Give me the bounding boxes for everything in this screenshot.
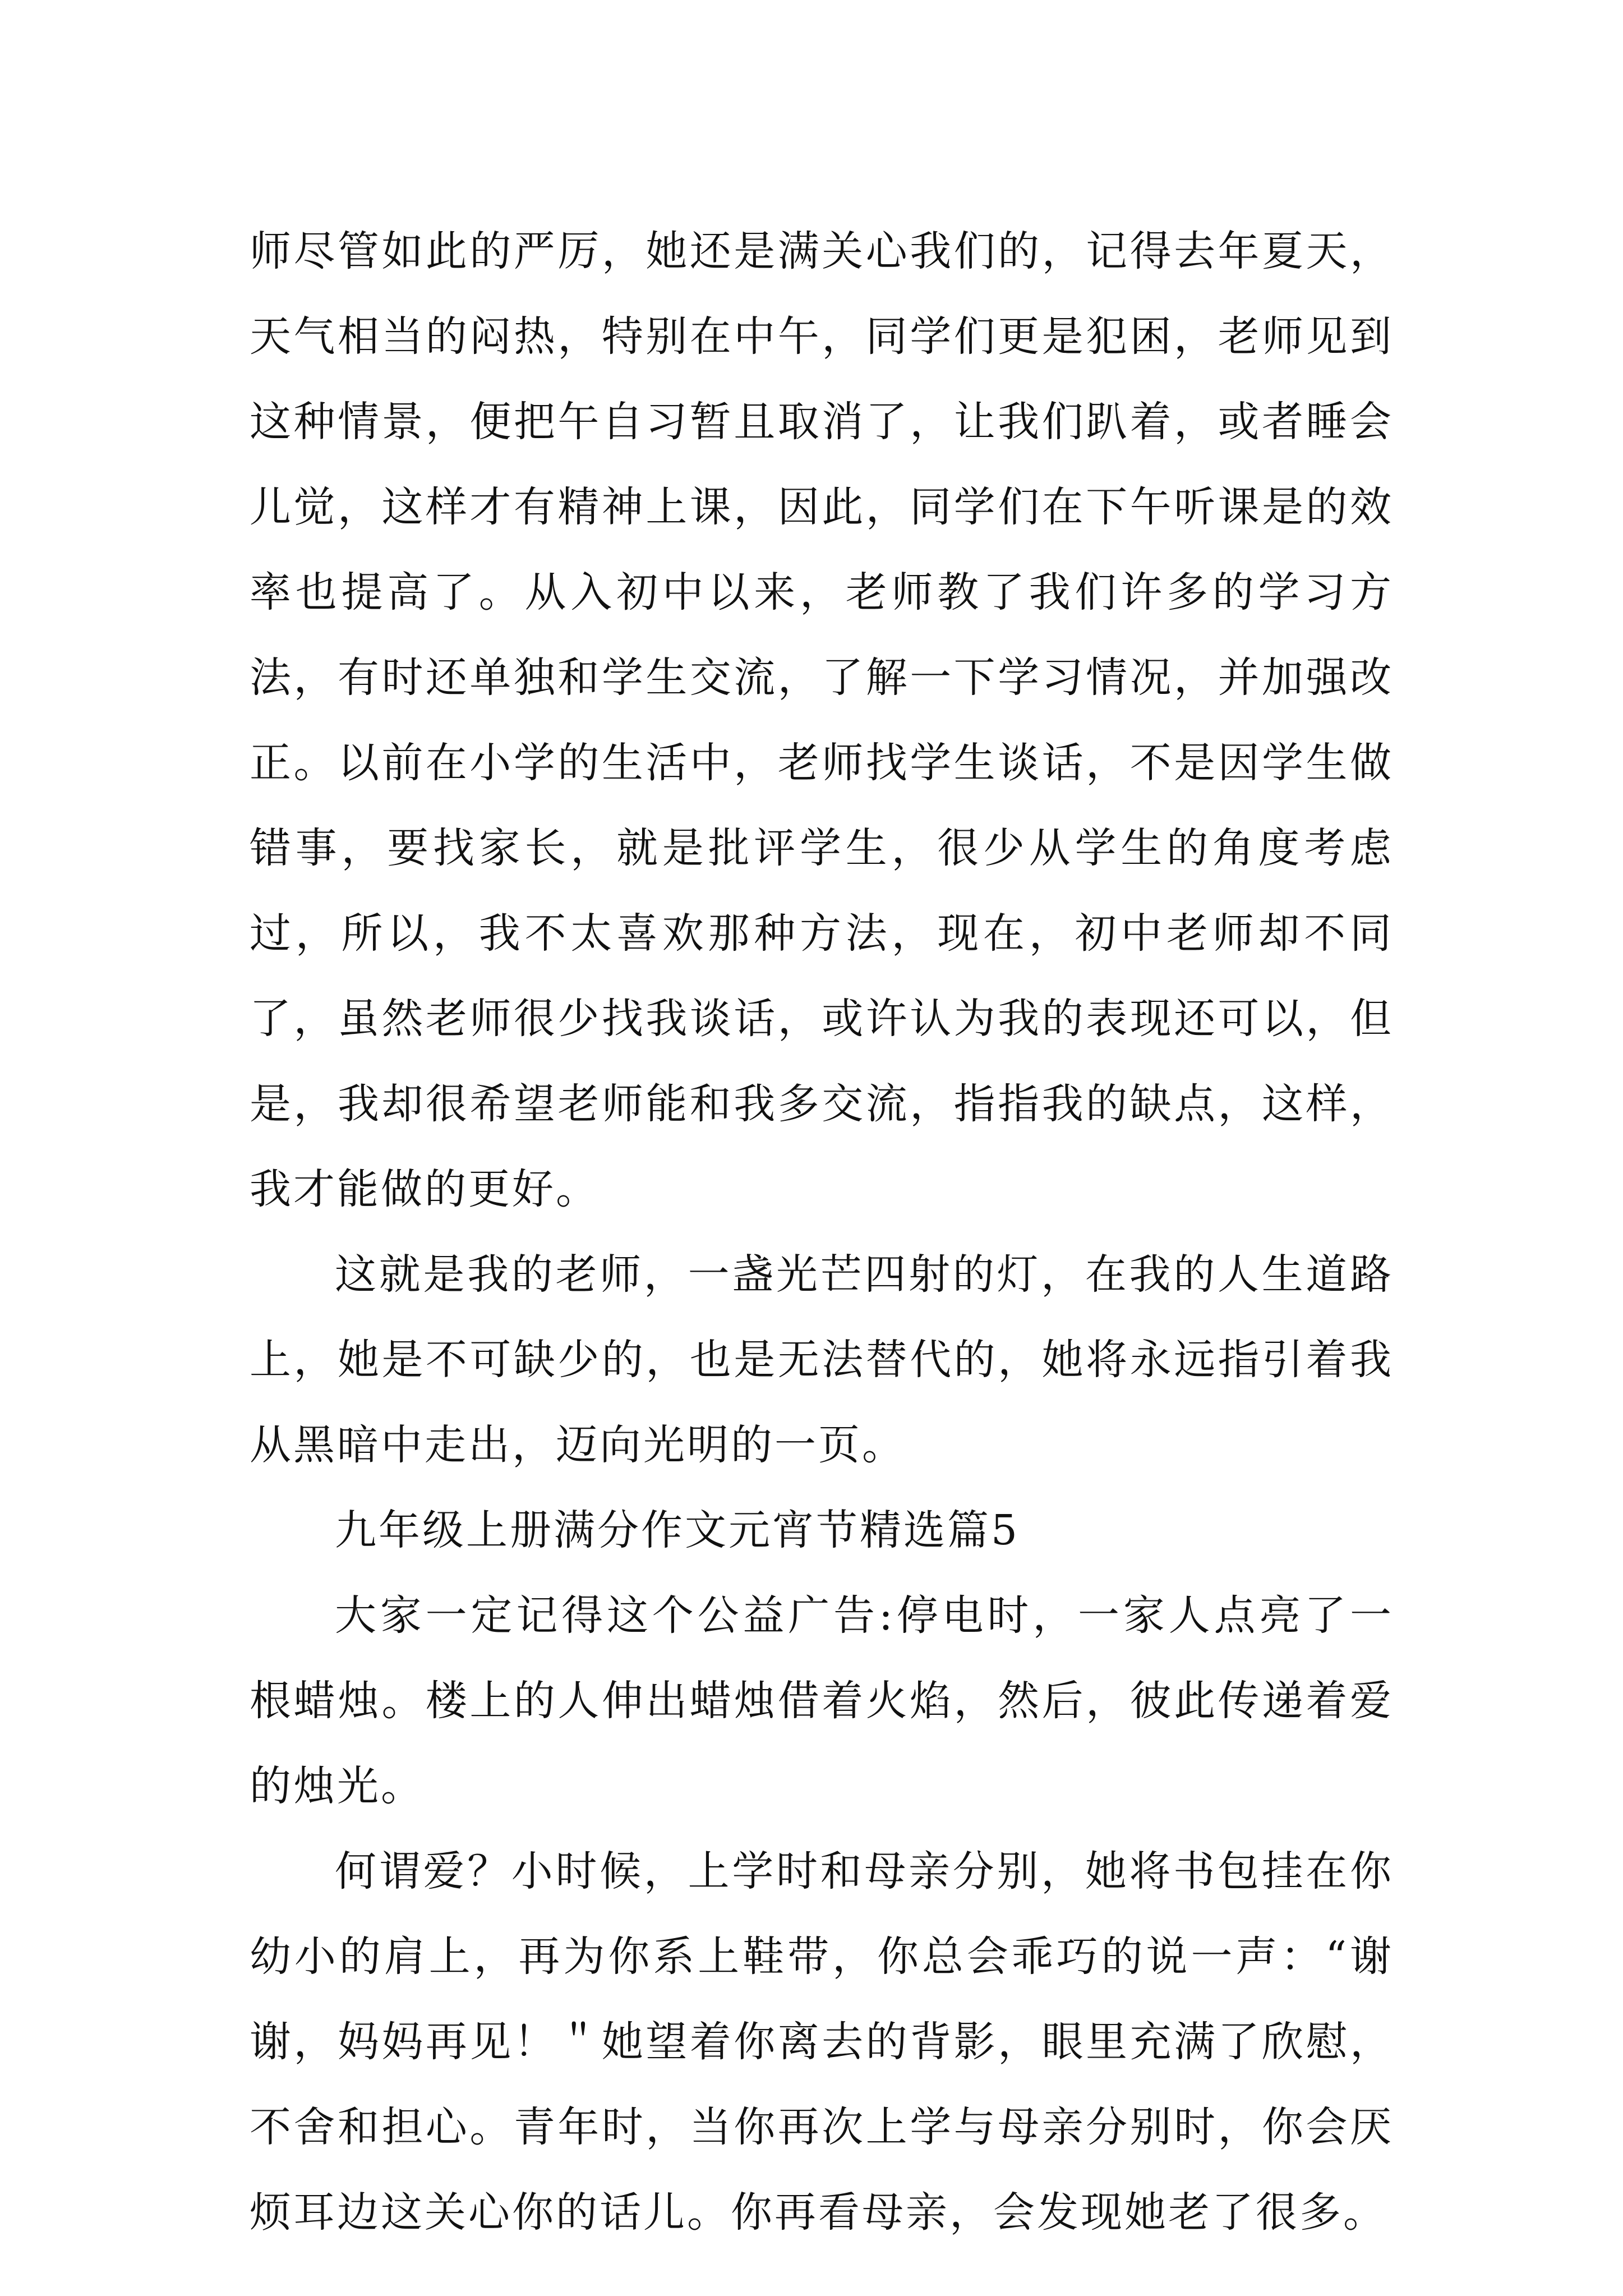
- paragraph-teacher-care: 师尽管如此的严厉，她还是满关心我们的，记得去年夏天，天气相当的闷热，特别在中午，同学们更是犯困，老师见到这种情景，便把午自习暂且取消了，让我们趴着，或者睡会儿觉，这样才有精神上课，因此，同学们在下午听课是的效率也提高了。从入初中以来，老师教了我们许多的学习方法，有时还单独和学生交流，了解一下学习情况，并加强改正。以前在小学的生活中，老师找学生谈话，不是因学生做错事，要找家长，就是批评学生，很少从学生的角度考虑过，所以，我不太喜欢那种方法，现在，初中老师却不同了，虽然老师很少找我谈话，或许认为我的表现还可以，但是，我却很希望老师能和我多交流，指指我的缺点，这样，我才能做的更好。: [250, 227, 1394, 1213]
- paragraph-mother-love: 何谓爱？小时候，上学时和母亲分别，她将书包挂在你幼小的肩上，再为你系上鞋带，你总会乖巧的说一声：“谢谢，妈妈再见！＂她望着你离去的背影，眼里充满了欣慰，不舍和担心。青年时，当你再次上学与母亲分别时，你会厌烦耳边这关心你的话儿。你再看母亲，会发现她老了很多。: [250, 1847, 1394, 2237]
- section-heading: 九年级上册满分作文元宵节精选篇5: [335, 1506, 1020, 1554]
- paragraph-candle-ad: 大家一定记得这个公益广告:停电时，一家人点亮了一根蜡烛。楼上的人伸出蜡烛借着火焰，然后，彼此传递着爱的烛光。: [250, 1591, 1394, 1810]
- paragraph-teacher-conclusion: 这就是我的老师，一盏光芒四射的灯，在我的人生道路上，她是不可缺少的，也是无法替代的，她将永远指引着我从黑暗中走出，迈向光明的一页。: [250, 1250, 1394, 1469]
- document-body: [250, 209, 1394, 2255]
